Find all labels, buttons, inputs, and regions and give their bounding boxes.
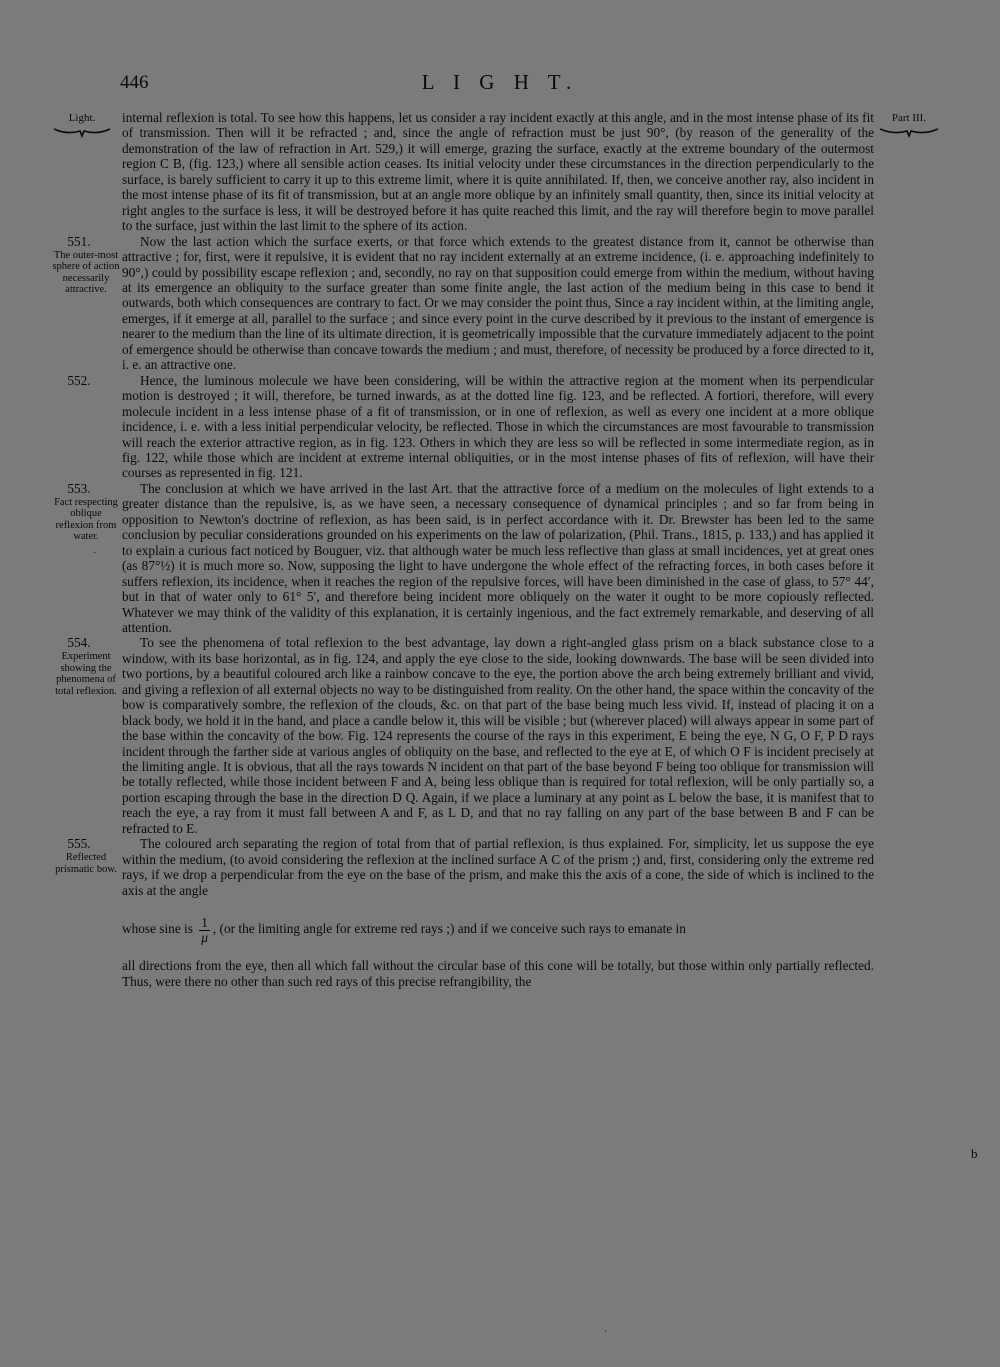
fraction: [199, 916, 210, 945]
paragraph-continuation: all directions from the eye, then all which fall without the circular base of this cone will be totally, but those within only partially reflected. Thus, were there no other than such red rays of this precise refrangibility, the: [122, 958, 874, 989]
body-text: [52, 110, 874, 989]
margin-left-head: [52, 112, 112, 139]
article-text: The conclusion at which we have arrived in the last Art. that the attractive force of a medium on the molecules of light extends to a greater distance than the repulsive, is, as we have seen, a necessary consequence of dynamical principles ; and so far from being in opposition to Newton's doctrine of reflexion, as has been said, is in perfect accordance with it. Dr. Brewster has been led to the same conclusion by peculiar considerations grounded on his experiments on the law of polarization, (Phil. Trans., 1815, p. 133,) and has applied it to explain a curious fact noticed by Bouguer, viz. that although water be much less reflective than glass at small incidences, yet at great ones (as 87°½) it is much more so. Now, supposing the light to have undergone the whole effect of the refracting forces, in both cases before it suffers reflexion, its incidence, when it reaches the region of the repulsive forces, will have been diminished in the case of glass, to 57° 44′, but in that of water only to 61° 5′, and therefore being incident more obliquely on the water it ought to be more copiously reflected. Whatever we may think of the validity of this explanation, it is certainly ingenious, and the fact extremely remarkable, and deserving of all attention.: [122, 480, 874, 635]
stray-dot: ·: [93, 548, 97, 559]
article-text: To see the phenomena of total reflexion to the best advantage, lay down a right-angled glass prism on a black substance close to a window, with its base horizontal, as in fig. 124, and apply the eye close to the side, looking downwards. The base will be seen divided into two portions, by a beautiful coloured arch like a rainbow concave to the eye, the portion above the arch being extremely brilliant and vivid, and giving a reflexion of all external objects no way to be distinguished from reality. On the other hand, the space within the concavity of the bow is comparatively sombre, the reflexion of the clouds, &c. on that part of the base being much less vivid. If, instead of placing it on a black body, we hold it in the hand, and place a candle below it, this will be visible ; but (wherever placed) will always appear in some part of the base within the concavity of the bow. Fig. 124 represents the course of the rays in this experiment, E being the eye, N G, O F, P D rays incident through the farther side at various angles of obliquity on the base, and reflected to the eye at E, of which O F is incident precisely at the limiting angle. It is obvious, that all the rays towards N incident on that part of the base beyond F being too oblique for transmission will be totally reflected, while those incident between F and A, being less oblique than is required for total reflexion, will be only partially so, a portion escaping through the base in the direction D Q. Again, if we place a luminary at any point as L below the base, it is manifest that to reach the eye, a ray from it must fall between A and F, as L D, and that no ray falling on any part of the base between B and F can be refracted to E.: [122, 635, 874, 836]
side-note: Experiment showing the phenomena of total reflexion.: [55, 651, 117, 697]
article-number: 551.: [67, 233, 91, 249]
math-line: [122, 908, 874, 950]
brace-icon: [878, 125, 940, 139]
article-number: 554.: [67, 635, 91, 651]
stray-mark: b: [971, 1146, 978, 1161]
paragraph-continuation: internal reflexion is total. To see how this happens, let us consider a ray incident exactly at this angle, and in the most intense phase of its fit of transmission. Then will it be refracted ; and, since the angle of refraction must be just 90°, (by reason of the generality of the demonstration of the law of refraction in Art. 529,) it will emerge, grazing the surface, exactly at the extreme boundary of the outermost region C B, (fig. 123,) where all sensible action ceases. Its initial velocity under these circumstances in the direction perpendicularly to the surface, is barely sufficient to carry it up to this extreme limit, where it is quite annihilated. If, then, we conceive another ray, also incident in the most intense phase of its fit of transmission, but at an angle more oblique by an infinitely small quantity, then, since its initial velocity at right angles to the surface is less, it will be destroyed before it has quite reached this limit, and the ray will therefore begin to move parallel to the surface, just within the last limit to the sphere of its action.: [122, 110, 874, 234]
page-number: 446: [120, 72, 149, 93]
article-555: [55, 836, 874, 898]
article-number: 552.: [67, 372, 91, 388]
article-text: Now the last action which the surface exerts, or that force which extends to the greatest distance from it, cannot be otherwise than attractive ; for, first, were it repulsive, it is evident that no ray incident externally at an extreme incidence, (i. e. approaching indefinitely to 90°,) could by possibility escape reflexion ; and, secondly, no ray on that supposition could emerge from within the medium, without having at its emergence an obliquity to the surface greater than some finite angle, the last action of the medium being in this case to bend it outwards, both which consequences are contrary to fact. Or we may consider the point thus, Since a ray incident within, at the limiting angle, emerges, if it emerge at all, parallel to the surface ; and since every point in the curve described by it previous to the instant of emergence is nearer to the medium than the line of its ultimate direction, it is geometrically impossible that the curvature immediately adjacent to the point of emergence should be otherwise than concave towards the medium ; and must, therefore, of necessity be produced by a force directed to it, i. e. an attractive one.: [122, 233, 874, 373]
left-head-label: Light.: [68, 112, 96, 124]
article-number: 555.: [67, 836, 91, 852]
side-note: The outer-most sphere of action necessarily attractive.: [52, 249, 120, 296]
margin-right-head: [878, 112, 940, 139]
bottom-tick: `: [604, 1330, 608, 1341]
article-553: [54, 480, 874, 636]
right-head-label: Part III.: [891, 112, 927, 124]
math-text-before: whose sine is: [122, 921, 193, 937]
running-title: L I G H T.: [421, 70, 579, 94]
article-number: 553.: [67, 480, 91, 496]
brace-icon: [52, 125, 112, 139]
side-note: Fact respecting oblique reflexion from water.: [54, 496, 118, 543]
article-text: Hence, the luminous molecule we have been considering, will be within the attractive region at the moment when its perpendicular motion is destroyed ; it will, therefore, be turned inwards, as at the dotted line fig. 123, and be reflected. A fortiori, therefore, will every molecule incident in a less intense phase of a fit of transmission, or in one of reflexion, as well as every one incident at a more oblique incidence, i. e. with a less initial perpendicular velocity, be reflected. Those in which the circumstances are most favourable to transmission will reach the exterior attractive region, as in fig. 123. Others in which they are less so will be reflected in some intermediate region, as in fig. 122, while those which are incident at extreme internal obliquities, or in the most intense phases of fits of reflexion, will have their courses as represented in fig. 121.: [122, 372, 874, 481]
math-text-after: , (or the limiting angle for extreme red rays ;) and if we conceive such rays to emanate in: [212, 921, 686, 937]
fraction-numerator: 1: [201, 914, 208, 930]
article-554: [55, 635, 874, 836]
article-551: [52, 233, 874, 373]
article-text: The coloured arch separating the region of total from that of partial reflexion, is thus explained. For, simplicity, let us suppose the eye within the medium, (to avoid considering the reflexion at the inclined surface A C of the prism ;) and, first, considering only the extreme red rays, if we drop a perpendicular from the eye on the base of the prism, and make this the axis of a cone, the side of which is inclined to the axis at the angle: [122, 836, 874, 898]
side-note: Reflected prismatic bow.: [55, 852, 117, 875]
fraction-denominator: μ: [201, 929, 208, 945]
article-552: [67, 372, 874, 481]
